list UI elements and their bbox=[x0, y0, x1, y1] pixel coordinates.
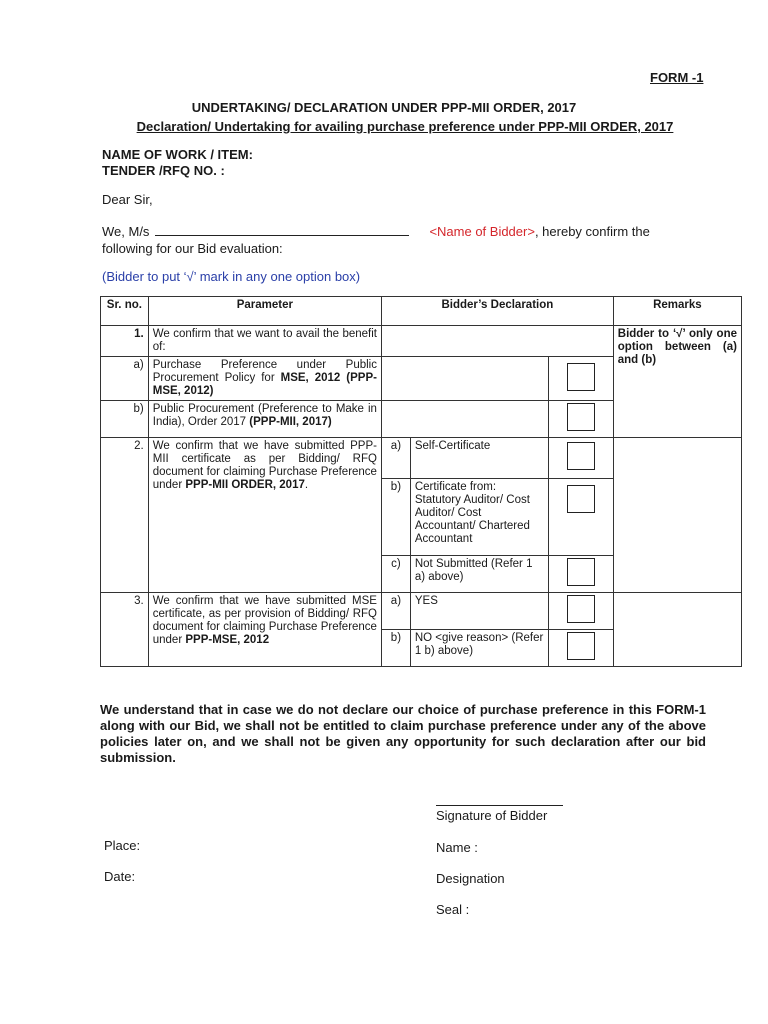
checkbox-1a[interactable] bbox=[567, 363, 595, 391]
name-label: Name : bbox=[436, 840, 478, 855]
checkbox-3b[interactable] bbox=[567, 632, 595, 660]
row-3b-text: NO <give reason> (Refer 1 b) above) bbox=[410, 630, 548, 667]
row-2c-label: c) bbox=[381, 556, 410, 593]
row-2a-text: Self-Certificate bbox=[410, 438, 548, 479]
row-1b-sr: b) bbox=[101, 401, 149, 438]
date-label: Date: bbox=[104, 869, 136, 884]
declaration-table bbox=[100, 296, 742, 667]
row-3-parameter: We confirm that we have submitted MSE certificate, as per provision of Bidding/ RFQ document for claiming Purchase Preference under PPP-MSE, 2012 bbox=[148, 593, 381, 667]
row-1b-declaration bbox=[381, 401, 548, 438]
name-of-bidder-placeholder: <Name of Bidder> bbox=[429, 224, 535, 239]
document-subtitle: Declaration/ Undertaking for availing purchase preference under PPP-MII ORDER, 2017 bbox=[136, 119, 674, 134]
checkbox-3a[interactable] bbox=[567, 595, 595, 623]
table-row bbox=[101, 438, 742, 479]
row-2c-text: Not Submitted (Refer 1 a) above) bbox=[410, 556, 548, 593]
row-2-sr: 2. bbox=[101, 438, 149, 593]
checkbox-1b[interactable] bbox=[567, 403, 595, 431]
row-1a-box-cell bbox=[549, 357, 614, 401]
remarks-3 bbox=[613, 593, 741, 667]
row-2b-text: Certificate from: Statutory Auditor/ Cost Auditor/ Cost Accountant/ Chartered Accountant bbox=[410, 479, 548, 556]
checkbox-2b[interactable] bbox=[567, 485, 595, 513]
bidder-statement bbox=[102, 223, 706, 257]
document-title: UNDERTAKING/ DECLARATION UNDER PPP-MII ORDER, 2017 bbox=[191, 100, 577, 115]
header-bidder-declaration: Bidder’s Declaration bbox=[381, 297, 613, 326]
instruction-note: (Bidder to put ‘√’ mark in any one option box) bbox=[102, 269, 361, 284]
table-header-row bbox=[101, 297, 742, 326]
row-1-parameter: We confirm that we want to avail the benefit of: bbox=[148, 326, 381, 357]
remarks-2 bbox=[613, 438, 741, 593]
row-2b-label: b) bbox=[381, 479, 410, 556]
hereby-confirm-text: , hereby confirm the bbox=[534, 224, 650, 239]
following-text: following for our Bid evaluation: bbox=[102, 241, 283, 256]
row-2-parameter: We confirm that we have submitted PPP-MII certificate as per Bidding/ RFQ document for claiming Purchase Preference under PPP-MII ORDER, 2017. bbox=[148, 438, 381, 593]
header-remarks: Remarks bbox=[613, 297, 741, 326]
name-of-work-label: NAME OF WORK / ITEM: bbox=[102, 147, 253, 162]
row-3-sr: 3. bbox=[101, 593, 149, 667]
row-3b-label: b) bbox=[381, 630, 410, 667]
seal-label: Seal : bbox=[436, 902, 470, 917]
signature-line[interactable] bbox=[436, 805, 563, 806]
form-number: FORM -1 bbox=[650, 70, 704, 85]
row-2b-box-cell bbox=[549, 479, 614, 556]
tender-no-label: TENDER /RFQ NO. : bbox=[102, 163, 225, 178]
row-3b-box-cell bbox=[549, 630, 614, 667]
bidder-name-blank[interactable] bbox=[155, 225, 409, 236]
place-label: Place: bbox=[104, 838, 141, 853]
checkbox-2c[interactable] bbox=[567, 558, 595, 586]
salutation: Dear Sir, bbox=[102, 192, 153, 207]
header-parameter: Parameter bbox=[148, 297, 381, 326]
header-sr-no: Sr. no. bbox=[101, 297, 149, 326]
row-1-declaration bbox=[381, 326, 613, 357]
signature-label: Signature of Bidder bbox=[436, 808, 548, 823]
we-ms-label: We, M/s bbox=[102, 224, 150, 239]
row-1-sr: 1. bbox=[101, 326, 149, 357]
work-details bbox=[102, 147, 253, 179]
designation-label: Designation bbox=[436, 871, 505, 886]
row-3a-label: a) bbox=[381, 593, 410, 630]
row-1b-box-cell bbox=[549, 401, 614, 438]
remarks-1: Bidder to ‘√’ only one option between (a) and (b) bbox=[613, 326, 741, 438]
declaration-note: We understand that in case we do not declare our choice of purchase preference in this FORM-1 along with our Bid, we shall not be entitled to claim purchase preference under any of the above policies later on, and we shall not be given any opportunity for such declaration after our bid submission. bbox=[100, 702, 706, 765]
row-1b-parameter: Public Procurement (Preference to Make in India), Order 2017 (PPP-MII, 2017) bbox=[148, 401, 381, 438]
table-row bbox=[101, 593, 742, 630]
checkbox-2a[interactable] bbox=[567, 442, 595, 470]
row-2a-box-cell bbox=[549, 438, 614, 479]
row-1a-declaration bbox=[381, 357, 548, 401]
row-1a-parameter: Purchase Preference under Public Procurement Policy for MSE, 2012 (PPP-MSE, 2012) bbox=[148, 357, 381, 401]
row-3a-box-cell bbox=[549, 593, 614, 630]
row-2a-label: a) bbox=[381, 438, 410, 479]
row-3a-text: YES bbox=[410, 593, 548, 630]
row-1a-sr: a) bbox=[101, 357, 149, 401]
row-2c-box-cell bbox=[549, 556, 614, 593]
table-row bbox=[101, 326, 742, 357]
